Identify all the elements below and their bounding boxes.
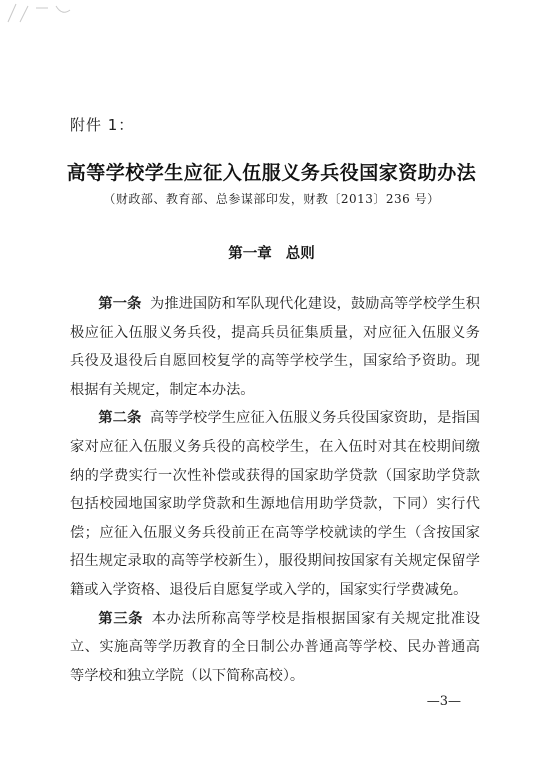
attachment-label: 附件 1： <box>70 116 135 134</box>
document-title: 高等学校学生应征入伍服义务兵役国家资助办法 <box>66 162 477 184</box>
document-body <box>70 290 480 690</box>
article-text: 高等学校学生应征入伍服义务兵役国家资助，是指国家对应征入伍服义务兵役的高校学生，在入伍时对其在校期间缴纳的学费实行一次性补偿或获得的国家助学贷款（国家助学贷款包括校园地国家助学贷款和生源地信用助学贷款，下同）实行代偿；应征入伍服义务兵役前正在高等学校就读的学生（含按国家招生规定录取的高等学校新生），服役期间按国家有关规定保留学籍或入学资格、退役后自愿复学或入学的，国家实行学费减免。 <box>70 410 480 598</box>
article-text: 为推进国防和军队现代化建设，鼓励高等学校学生积极应征入伍服义务兵役，提高兵员征集质量，对应征入伍服义务兵役及退役后自愿回校复学的高等学校学生，国家给予资助。现根据有关规定，制定本办法。 <box>70 296 480 398</box>
document-subtitle: （财政部、教育部、总参谋部印发，财教〔2013〕236 号） <box>103 192 440 206</box>
article-2 <box>70 404 480 604</box>
scan-artifact <box>6 2 76 24</box>
article-text: 本办法所称高等学校是指根据国家有关规定批准设立、实施高等学历教育的全日制公办普通高等学校、民办普通高等学校和独立学院（以下简称高校）。 <box>70 610 480 684</box>
chapter-heading <box>0 242 543 263</box>
article-number: 第三条 <box>98 610 144 627</box>
chapter-name: 总则 <box>285 246 315 262</box>
article-number: 第二条 <box>98 410 142 427</box>
article-1 <box>70 290 480 404</box>
article-3 <box>70 605 480 691</box>
page-number: —3— <box>426 694 461 709</box>
article-number: 第一条 <box>98 296 142 312</box>
chapter-number: 第一章 <box>228 246 272 262</box>
